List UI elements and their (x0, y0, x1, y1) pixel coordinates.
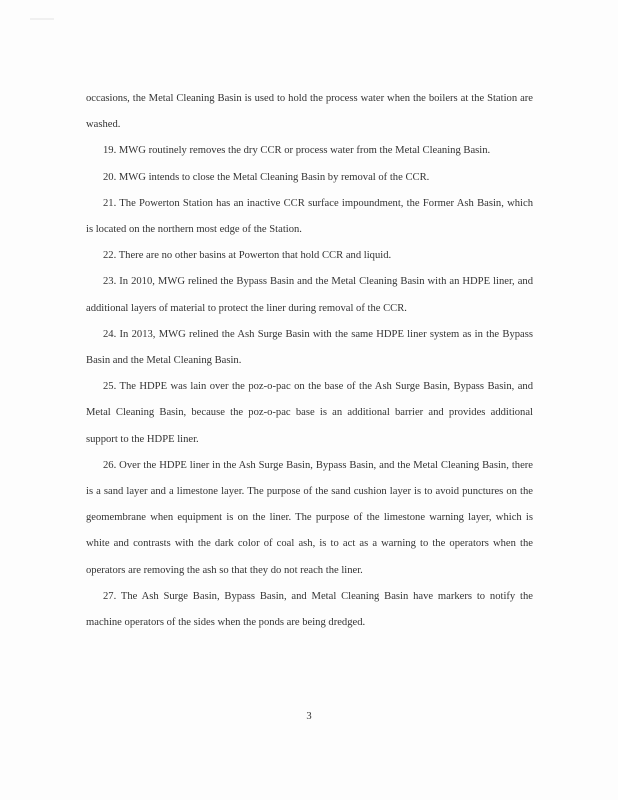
scan-artifact (30, 14, 54, 24)
paragraph-23: 23. In 2010, MWG relined the Bypass Basin and the Metal Cleaning Basin with an HDPE liner, and additional layers of material to protect the liner during removal of the CCR. (86, 276, 533, 314)
paragraph-27: 27. The Ash Surge Basin, Bypass Basin, and Metal Cleaning Basin have markers to notify the machine operators of the sides when the ponds are being dredged. (86, 590, 533, 629)
paragraph-19: 19. MWG routinely removes the dry CCR or process water from the Metal Cleaning Basin. (103, 145, 491, 157)
page-number: 3 (306, 711, 312, 722)
paragraph-21: 21. The Powerton Station has an inactive CCR surface impoundment, the Former Ash Basin, which is located on the northern most edge of the Station. (86, 197, 533, 236)
paragraph-26: 26. Over the HDPE liner in the Ash Surge Basin, Bypass Basin, and the Metal Cleaning Basin, there is a sand layer and a limestone layer. The purpose of the sand cushion layer is to avoid punctures on the geomembrane when equipment is on the liner. The purpose of the limestone warning layer, which is white and contrasts with the dark color of coal ash, is to act as a warning to the operators when the operators are removing the ash so that they do not reach the liner. (86, 459, 533, 576)
paragraph-20: 20. MWG intends to close the Metal Cleaning Basin by removal of the CCR. (103, 171, 430, 183)
paragraph-24: 24. In 2013, MWG relined the Ash Surge Basin with the same HDPE liner system as in the Bypass Basin and the Metal Cleaning Basin. (86, 328, 533, 367)
paragraph-22: 22. There are no other basins at Powerton that hold CCR and liquid. (103, 250, 392, 262)
paragraph-continuation: occasions, the Metal Cleaning Basin is used to hold the process water when the boilers at the Station are washed. (86, 93, 533, 131)
document-body (86, 86, 533, 636)
paragraph-25: 25. The HDPE was lain over the poz-o-pac on the base of the Ash Surge Basin, Bypass Basin, and Metal Cleaning Basin, because the poz-o-pac base is an additional barrier and provides additional support to the HDPE liner. (86, 381, 533, 445)
